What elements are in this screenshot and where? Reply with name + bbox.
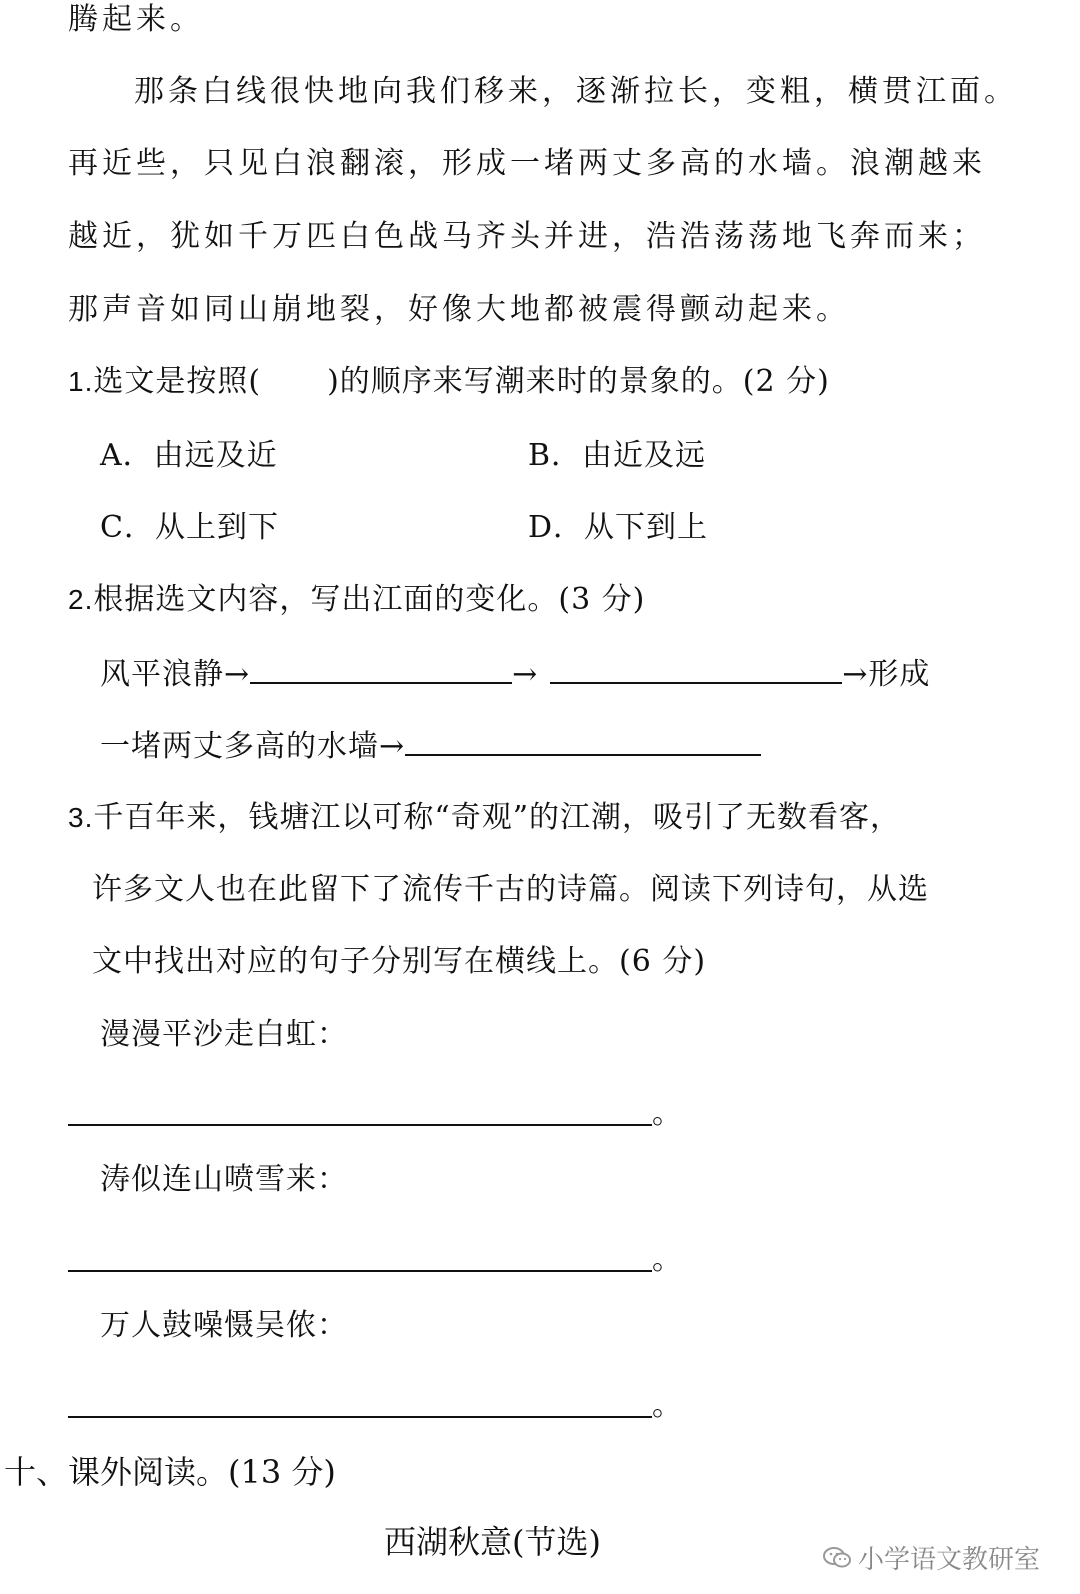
- passage-line-4: 那声音如同山崩地裂，好像大地都被震得颤动起来。: [68, 292, 850, 327]
- question-1-text-a: 选文是按照(: [93, 364, 262, 399]
- article-title-note: (节选): [512, 1523, 601, 1561]
- poem-line-1: 漫漫平沙走白虹：: [100, 1017, 348, 1052]
- option-d[interactable]: D．从下到上: [528, 510, 709, 545]
- question-3-line-1: [68, 798, 901, 838]
- answer-period-2: 。: [652, 1242, 682, 1277]
- chain-blank-3[interactable]: [405, 724, 761, 756]
- answer-line-3[interactable]: [68, 1416, 652, 1418]
- chain-start: 风平浪静: [100, 657, 224, 692]
- question-3-text-1: 千百年来，钱塘江以可称“奇观”的江潮，吸引了无数看客，: [93, 800, 902, 835]
- question-1: [68, 362, 830, 402]
- watermark: [822, 1539, 1040, 1576]
- passage-line-3: 越近，犹如千万匹白色战马齐头并进，浩浩荡荡地飞奔而来；: [68, 219, 986, 254]
- option-c[interactable]: C．从上到下: [100, 510, 279, 545]
- answer-period-1: 。: [652, 1096, 682, 1131]
- answer-line-1[interactable]: [68, 1124, 652, 1126]
- poem-line-2: 涛似连山喷雪来：: [100, 1162, 348, 1197]
- question-3-line-3: 文中找出对应的句子分别写在横线上。(6 分): [92, 944, 707, 979]
- question-3-line-2: 许多文人也在此留下了流传千古的诗篇。阅读下列诗句，从选: [92, 872, 929, 907]
- passage-line-1: 那条白线很快地向我们移来，逐渐拉长，变粗，横贯江面。: [134, 74, 1018, 109]
- option-a[interactable]: A．由远及近: [100, 438, 278, 473]
- question-2-chain-row-1: [100, 652, 930, 695]
- option-b[interactable]: B．由近及远: [528, 438, 707, 473]
- article-title: [384, 1522, 601, 1562]
- arrow-icon: →: [842, 657, 869, 692]
- chain-after: 形成: [868, 657, 931, 692]
- chain-middle: 一堵两丈多高的水墙: [100, 729, 379, 764]
- article-title-text: 西湖秋意: [384, 1523, 513, 1561]
- chain-blank-2[interactable]: [550, 652, 842, 684]
- wechat-icon: [822, 1545, 852, 1571]
- section-10-heading: 十、课外阅读。(13 分): [4, 1453, 336, 1491]
- question-2-text: 根据选文内容，写出江面的变化。(3 分): [93, 582, 646, 617]
- answer-line-2[interactable]: [68, 1270, 652, 1272]
- question-1-text-b: )的顺序来写潮来时的景象的。(2 分): [327, 364, 830, 399]
- passage-line-0: 腾起来。: [68, 2, 204, 37]
- chain-blank-1[interactable]: [250, 652, 512, 684]
- question-1-number: 1.: [68, 366, 94, 397]
- question-2: [68, 580, 645, 620]
- arrow-icon: →: [512, 657, 539, 692]
- arrow-icon: →: [379, 729, 406, 764]
- question-3-number: 3.: [68, 802, 94, 833]
- watermark-text: 小学语文教研室: [857, 1545, 1040, 1575]
- question-2-chain-row-2: [100, 724, 761, 767]
- answer-period-3: 。: [652, 1388, 682, 1423]
- arrow-icon: →: [224, 657, 251, 692]
- question-2-number: 2.: [68, 584, 94, 615]
- passage-line-2: 再近些，只见白浪翻滚，形成一堵两丈多高的水墙。浪潮越来: [68, 146, 986, 181]
- poem-line-3: 万人鼓噪慑吴侬：: [100, 1308, 348, 1343]
